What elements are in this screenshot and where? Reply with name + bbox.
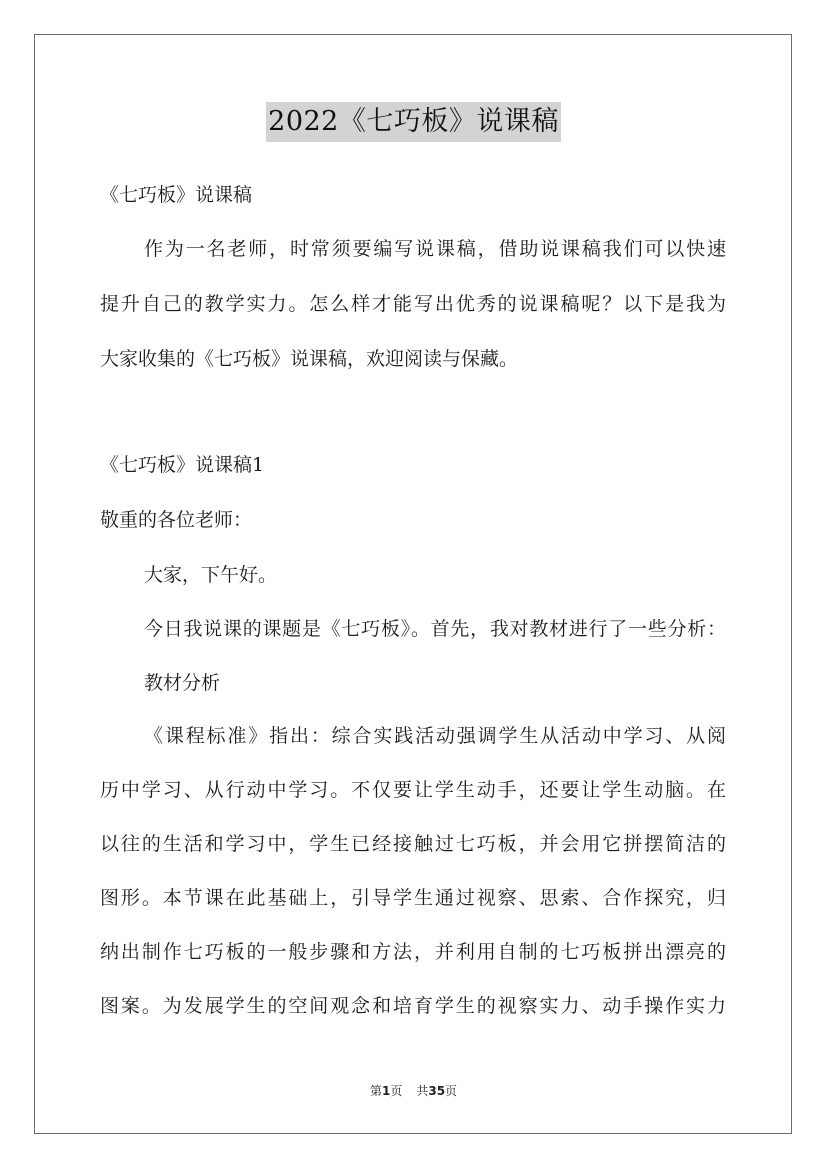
topic-line: 今日我说课的课题是《七巧板》。首先，我对教材进行了一些分析： xyxy=(144,618,726,640)
page-number: 1 xyxy=(381,1084,391,1098)
document-subtitle: 《七巧板》说课稿 xyxy=(100,184,253,206)
page-prefix: 第 xyxy=(369,1084,382,1098)
total-pages: 35 xyxy=(428,1084,446,1098)
analysis-line-4: 图形。本节课在此基础上，引导学生通过视察、思索、合作探究，归 xyxy=(100,887,726,909)
intro-line-2: 提升自己的教学实力。怎么样才能写出优秀的说课稿呢？以下是我为 xyxy=(100,293,726,315)
total-suffix: 页 xyxy=(445,1084,458,1098)
salutation: 敬重的各位老师： xyxy=(100,509,253,531)
page-footer xyxy=(0,1083,827,1099)
analysis-line-3: 以往的生活和学习中，学生已经接触过七巧板，并会用它拼摆简洁的 xyxy=(100,833,726,855)
analysis-line-1: 《课程标准》指出：综合实践活动强调学生从活动中学习、从阅 xyxy=(144,725,726,747)
document-title: 2022《七巧板》说课稿 xyxy=(266,102,561,142)
title-container xyxy=(0,102,827,142)
analysis-line-2: 历中学习、从行动中学习。不仅要让学生动手，还要让学生动脑。在 xyxy=(100,779,726,801)
analysis-heading: 教材分析 xyxy=(144,672,221,694)
section-heading: 《七巧板》说课稿1 xyxy=(100,454,265,476)
analysis-line-5: 纳出制作七巧板的一般步骤和方法，并利用自制的七巧板拼出漂亮的 xyxy=(100,941,726,963)
intro-line-1: 作为一名老师，时常须要编写说课稿，借助说课稿我们可以快速 xyxy=(144,238,726,260)
greeting: 大家，下午好。 xyxy=(144,564,278,586)
total-prefix: 共 xyxy=(416,1084,429,1098)
analysis-line-6: 图案。为发展学生的空间观念和培育学生的视察实力、动手操作实力 xyxy=(100,995,726,1017)
intro-line-3: 大家收集的《七巧板》说课稿，欢迎阅读与保藏。 xyxy=(100,348,519,370)
page-suffix: 页 xyxy=(390,1084,403,1098)
